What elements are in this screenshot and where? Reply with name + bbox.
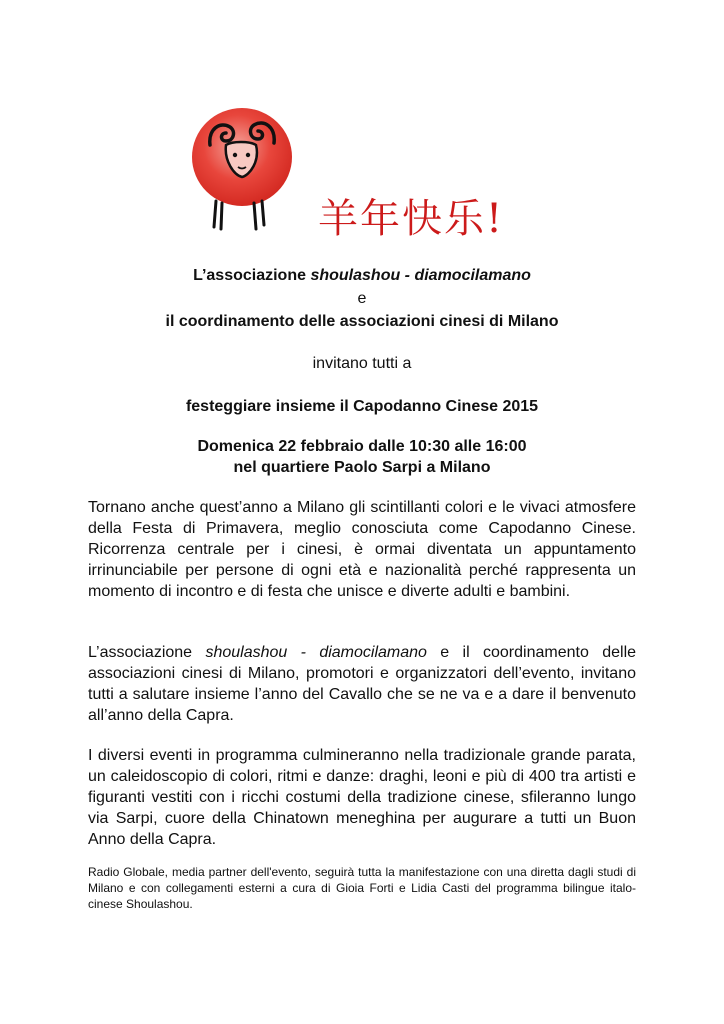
- goat-logo-icon: [190, 105, 300, 235]
- greeting-title: 羊年快乐!: [318, 196, 505, 242]
- header-association-name: shoulashou - diamocilamano: [310, 267, 531, 284]
- event-title: festeggiare insieme il Capodanno Cinese 2015: [185, 398, 539, 415]
- paragraph-2-association-name: shoulashou - diamocilamano: [205, 644, 427, 661]
- invite-line: invitano tutti a: [312, 355, 412, 372]
- header-conjunction: e: [357, 290, 367, 307]
- paragraph-1: Tornano anche quest’anno a Milano gli scintillanti colori e le vivaci atmosfere della Festa di Primavera, meglio conosciuta come Capodanno Cinese. Ricorrenza centrale per i cinesi, è ormai diventata un appuntamento irrinunciabile per persone di ogni età e nazionalità perché rappresenta un momento di incontro e di festa che unisce e diverte adulti e bambini.: [88, 499, 636, 600]
- header-association: [88, 265, 636, 286]
- paragraph-2: [88, 642, 636, 726]
- event-place: nel quartiere Paolo Sarpi a Milano: [233, 459, 491, 476]
- paragraph-2-body: e il coordinamento delle associazioni cinesi di Milano, promotori e organizzatori dell’evento, invitano tutti a salutare insieme l’anno del Cavallo che se ne va e a dare il benvenuto all’anno della Capra.: [88, 644, 637, 724]
- header-association-prefix: L’associazione: [193, 267, 311, 284]
- radio-note: Radio Globale, media partner dell'evento, seguirà tutta la manifestazione con una diretta dagli studi di Milano e con collegamenti esterni a cura di Gioia Forti e Lidia Casti del programma bilingue italo-cinese Shoulashou.: [88, 865, 636, 911]
- paragraph-3: I diversi eventi in programma culmineranno nella tradizionale grande parata, un caleidoscopio di colori, ritmi e danze: draghi, leoni e più di 400 tra artisti e figuranti vestiti con i ricchi costumi della tradizione cinese, sfileranno lungo via Sarpi, cuore della Chinatown meneghina per augurare a tutti un Buon Anno della Capra.: [88, 747, 636, 848]
- event-date: Domenica 22 febbraio dalle 10:30 alle 16:00: [197, 438, 527, 455]
- header-coordination: il coordinamento delle associazioni cinesi di Milano: [165, 313, 559, 330]
- paragraph-2-prefix: L’associazione: [88, 644, 206, 661]
